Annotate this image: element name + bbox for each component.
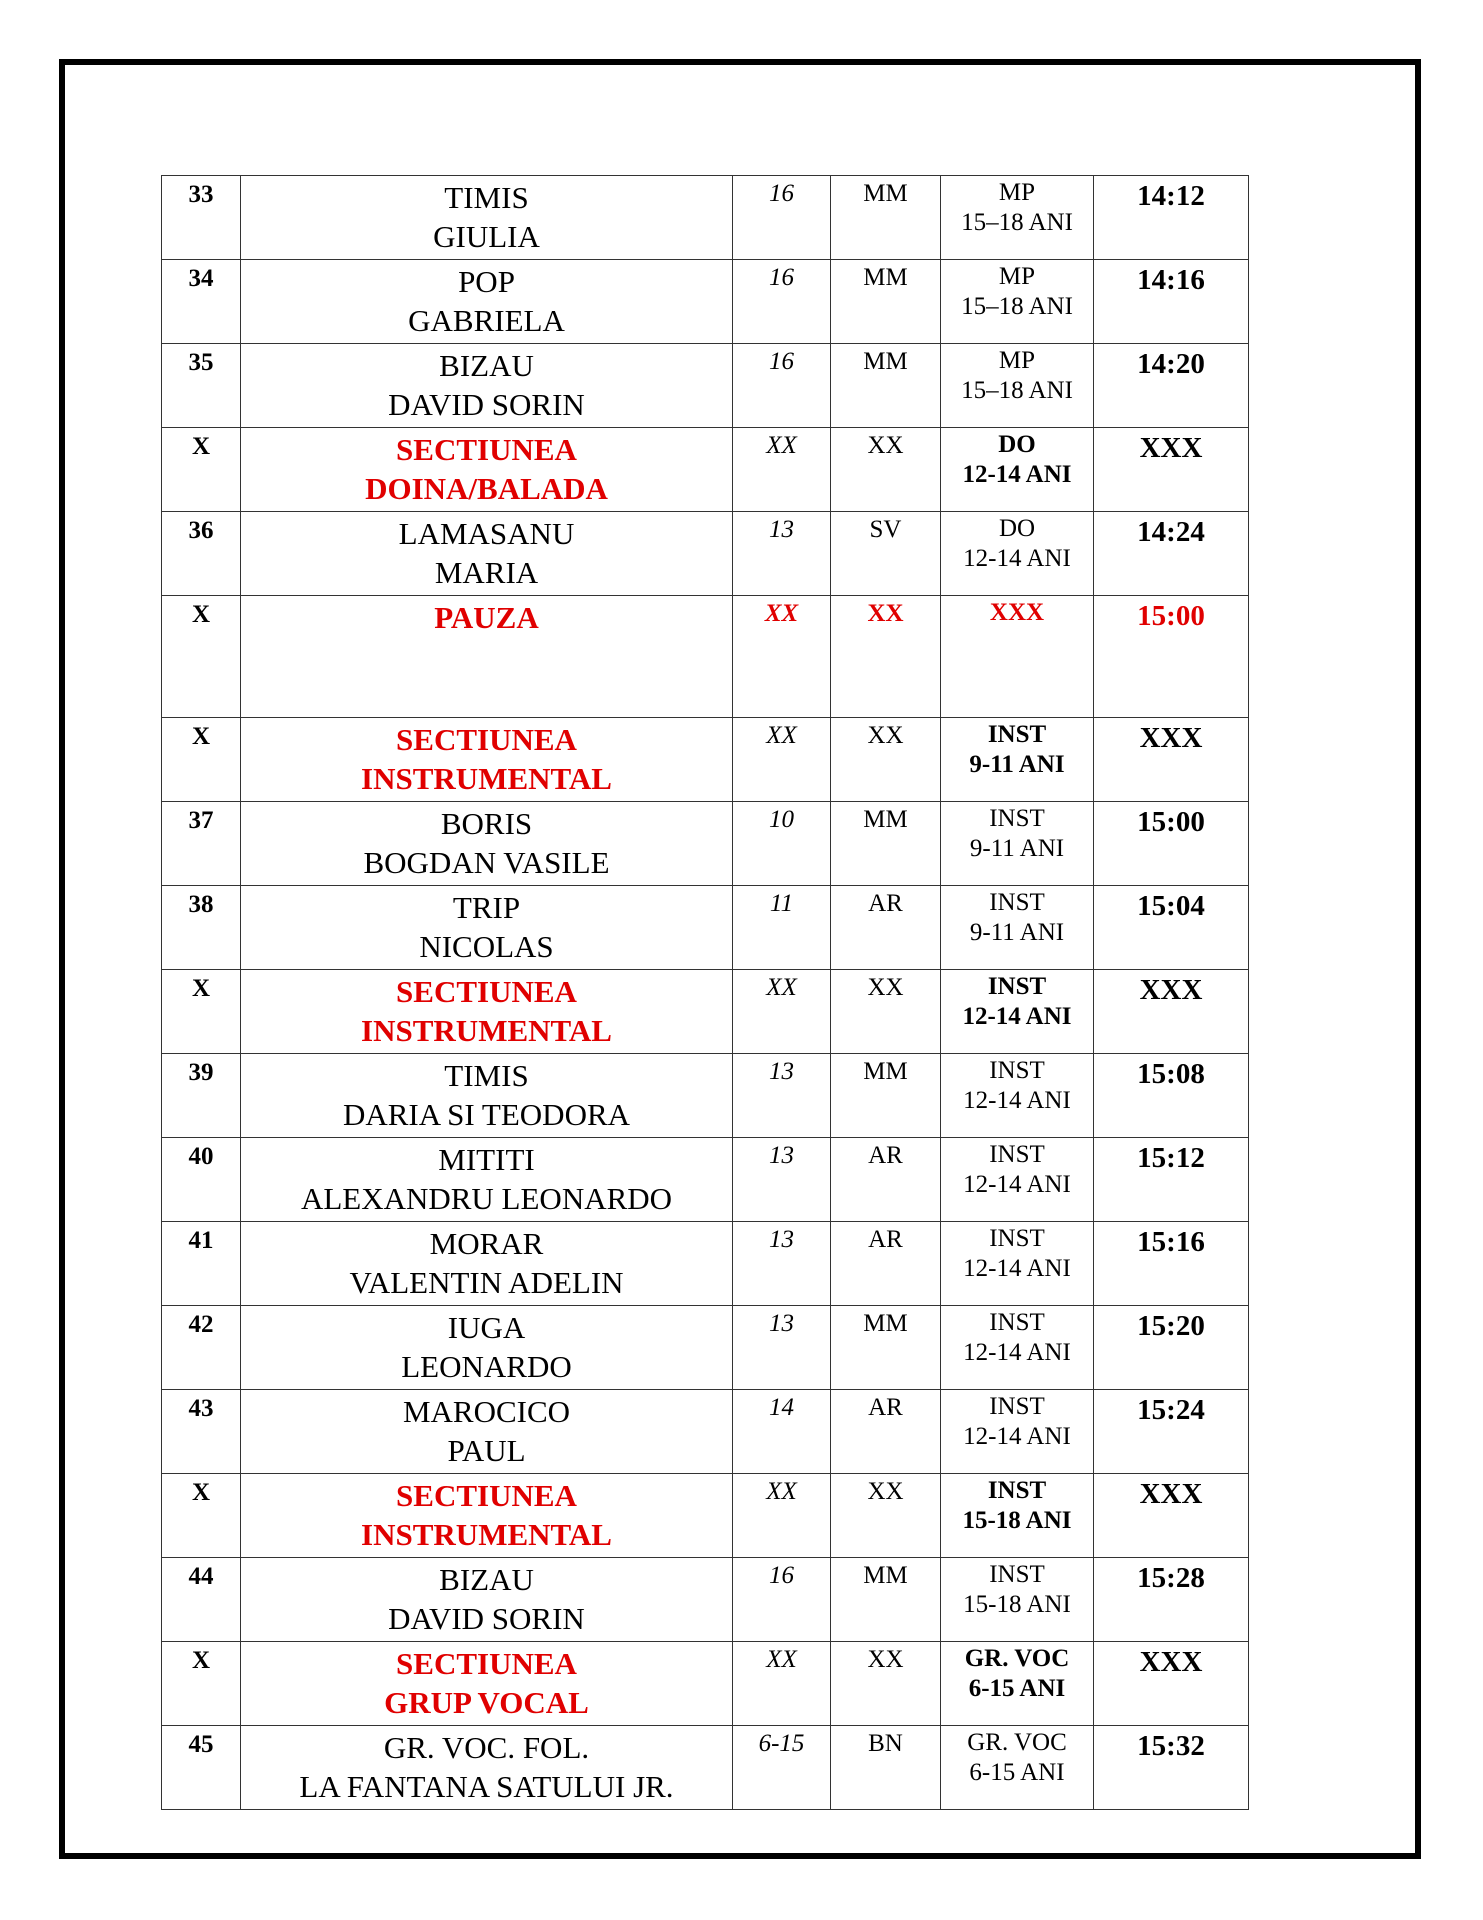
table-row xyxy=(162,260,1249,344)
participant-name xyxy=(241,1138,733,1222)
time-cell: 14:16 xyxy=(1094,260,1249,344)
category-cell xyxy=(941,886,1094,970)
section-title xyxy=(241,428,733,512)
entry-number: 36 xyxy=(162,512,241,596)
county-cell: XX xyxy=(831,970,941,1054)
county-cell: XX xyxy=(831,1474,941,1558)
age-cell: XX xyxy=(733,1642,831,1726)
table-row xyxy=(162,1222,1249,1306)
time-cell: 14:20 xyxy=(1094,344,1249,428)
section-header-row xyxy=(162,718,1249,802)
name-line-1: MAROCICO xyxy=(402,1394,571,1429)
category-line-2: 15-18 ANI xyxy=(962,1507,1072,1534)
category-cell xyxy=(941,718,1094,802)
name-line-2: LA FANTANA SATULUI JR. xyxy=(299,1769,674,1804)
pause-row xyxy=(162,596,1249,718)
age-cell: 13 xyxy=(733,1138,831,1222)
entry-number: 38 xyxy=(162,886,241,970)
category-cell xyxy=(941,1054,1094,1138)
age-cell: 13 xyxy=(733,1054,831,1138)
participant-name xyxy=(241,344,733,428)
category-line-2: 6-15 ANI xyxy=(968,1675,1066,1702)
entry-number: X xyxy=(162,718,241,802)
age-cell: 14 xyxy=(733,1390,831,1474)
time-cell: XXX xyxy=(1094,1474,1249,1558)
county-cell: MM xyxy=(831,1306,941,1390)
participant-name xyxy=(241,1558,733,1642)
entry-number: 39 xyxy=(162,1054,241,1138)
age-cell: 16 xyxy=(733,176,831,260)
time-cell: 15:32 xyxy=(1094,1726,1249,1810)
name-line-1: TIMIS xyxy=(444,180,529,215)
county-cell: AR xyxy=(831,886,941,970)
participant-name xyxy=(241,1054,733,1138)
time-cell: 15:24 xyxy=(1094,1390,1249,1474)
category-cell xyxy=(941,1222,1094,1306)
age-cell: 16 xyxy=(733,1558,831,1642)
county-cell: SV xyxy=(831,512,941,596)
category-line-1: INST xyxy=(989,1057,1045,1084)
category-cell xyxy=(941,260,1094,344)
name-line-1: SECTIUNEA xyxy=(396,974,577,1009)
name-line-2: DARIA SI TEODORA xyxy=(342,1097,631,1132)
entry-number: X xyxy=(162,428,241,512)
name-line-2: DOINA/BALADA xyxy=(365,471,608,506)
table-row xyxy=(162,802,1249,886)
category-line-2: 12-14 ANI xyxy=(963,1087,1071,1114)
category-line-1: INST xyxy=(987,973,1047,1000)
category-line-1: INST xyxy=(987,1477,1047,1504)
age-cell: XX xyxy=(733,970,831,1054)
time-cell: 15:20 xyxy=(1094,1306,1249,1390)
name-line-1: POP xyxy=(458,264,515,299)
category-cell xyxy=(941,512,1094,596)
county-cell: MM xyxy=(831,176,941,260)
category-cell xyxy=(941,428,1094,512)
entry-number: X xyxy=(162,1642,241,1726)
entry-number: 42 xyxy=(162,1306,241,1390)
county-cell: BN xyxy=(831,1726,941,1810)
table-row xyxy=(162,1558,1249,1642)
name-line-1: MITITI xyxy=(438,1142,535,1177)
name-line-2: NICOLAS xyxy=(419,929,554,964)
participant-name xyxy=(241,1726,733,1810)
time-cell: 15:00 xyxy=(1094,596,1249,718)
category-cell xyxy=(941,1390,1094,1474)
name-line-2: BOGDAN VASILE xyxy=(363,845,610,880)
category-line-2: 12-14 ANI xyxy=(963,1255,1071,1282)
category-line-1: INST xyxy=(987,721,1047,748)
name-line-1: BIZAU xyxy=(439,1562,534,1597)
name-line-2: PAUL xyxy=(447,1433,526,1468)
section-title xyxy=(241,596,733,718)
time-cell: XXX xyxy=(1094,718,1249,802)
name-line-1: SECTIUNEA xyxy=(396,722,577,757)
section-title xyxy=(241,1642,733,1726)
age-cell: XX xyxy=(733,596,831,718)
county-cell: AR xyxy=(831,1222,941,1306)
category-cell xyxy=(941,596,1094,718)
section-title xyxy=(241,970,733,1054)
name-line-1: BIZAU xyxy=(439,348,534,383)
time-cell: 14:12 xyxy=(1094,176,1249,260)
time-cell: XXX xyxy=(1094,428,1249,512)
name-line-2: DAVID SORIN xyxy=(388,1601,585,1636)
category-line-1: INST xyxy=(989,889,1045,916)
schedule-table xyxy=(161,175,1249,1810)
participant-name xyxy=(241,886,733,970)
county-cell: MM xyxy=(831,1558,941,1642)
time-cell: 15:12 xyxy=(1094,1138,1249,1222)
entry-number: 45 xyxy=(162,1726,241,1810)
name-line-2: ALEXANDRU LEONARDO xyxy=(300,1181,673,1216)
time-cell: 15:00 xyxy=(1094,802,1249,886)
table-row xyxy=(162,1390,1249,1474)
table-row xyxy=(162,1138,1249,1222)
category-line-2: 15-18 ANI xyxy=(963,1591,1071,1618)
table-row xyxy=(162,344,1249,428)
name-line-1: BORIS xyxy=(440,806,533,841)
entry-number: 35 xyxy=(162,344,241,428)
category-cell xyxy=(941,802,1094,886)
entry-number: 37 xyxy=(162,802,241,886)
age-cell: 13 xyxy=(733,1222,831,1306)
category-line-1: INST xyxy=(989,1561,1045,1588)
category-line-1: INST xyxy=(989,805,1045,832)
table-row xyxy=(162,1726,1249,1810)
entry-number: 33 xyxy=(162,176,241,260)
name-line-1: TRIP xyxy=(452,890,521,925)
category-cell xyxy=(941,1138,1094,1222)
section-header-row xyxy=(162,1474,1249,1558)
age-cell: 11 xyxy=(733,886,831,970)
table-row xyxy=(162,512,1249,596)
county-cell: XX xyxy=(831,1642,941,1726)
name-line-2: MARIA xyxy=(434,555,539,590)
name-line-1: SECTIUNEA xyxy=(396,1478,577,1513)
participant-name xyxy=(241,176,733,260)
category-line-1: INST xyxy=(989,1225,1045,1252)
category-line-1: GR. VOC xyxy=(967,1729,1067,1756)
county-cell: MM xyxy=(831,802,941,886)
time-cell: XXX xyxy=(1094,1642,1249,1726)
name-line-1: MORAR xyxy=(429,1226,544,1261)
name-line-2: GIULIA xyxy=(433,219,540,254)
section-title xyxy=(241,1474,733,1558)
county-cell: MM xyxy=(831,260,941,344)
county-cell: XX xyxy=(831,718,941,802)
category-line-1: XXX xyxy=(989,599,1045,626)
entry-number: 44 xyxy=(162,1558,241,1642)
table-row xyxy=(162,1306,1249,1390)
participant-name xyxy=(241,260,733,344)
time-cell: 15:28 xyxy=(1094,1558,1249,1642)
category-line-2: 9-11 ANI xyxy=(969,835,1065,862)
category-line-2: 12-14 ANI xyxy=(962,461,1072,488)
participant-name xyxy=(241,1222,733,1306)
name-line-2: DAVID SORIN xyxy=(388,387,585,422)
name-line-1: GR. VOC. FOL. xyxy=(383,1730,590,1765)
category-line-2: 15–18 ANI xyxy=(961,293,1073,320)
entry-number: 41 xyxy=(162,1222,241,1306)
name-line-2: INSTRUMENTAL xyxy=(361,761,612,796)
category-line-2: 15–18 ANI xyxy=(961,377,1073,404)
age-cell: 13 xyxy=(733,1306,831,1390)
name-line-1: IUGA xyxy=(447,1310,526,1345)
category-cell xyxy=(941,1558,1094,1642)
category-cell xyxy=(941,176,1094,260)
category-line-1: INST xyxy=(989,1309,1045,1336)
entry-number: X xyxy=(162,1474,241,1558)
category-line-1: DO xyxy=(998,431,1036,458)
category-cell xyxy=(941,1642,1094,1726)
section-title xyxy=(241,718,733,802)
category-cell xyxy=(941,970,1094,1054)
table-row xyxy=(162,176,1249,260)
entry-number: 40 xyxy=(162,1138,241,1222)
category-line-1: MP xyxy=(998,179,1036,206)
county-cell: MM xyxy=(831,1054,941,1138)
participant-name xyxy=(241,1390,733,1474)
category-line-2: 9-11 ANI xyxy=(969,919,1065,946)
entry-number: X xyxy=(162,970,241,1054)
participant-name xyxy=(241,512,733,596)
category-cell xyxy=(941,1726,1094,1810)
entry-number: X xyxy=(162,596,241,718)
name-line-1: LAMASANU xyxy=(398,516,575,551)
county-cell: XX xyxy=(831,428,941,512)
name-line-1: TIMIS xyxy=(444,1058,529,1093)
county-cell: MM xyxy=(831,344,941,428)
category-line-1: INST xyxy=(989,1393,1045,1420)
entry-number: 34 xyxy=(162,260,241,344)
name-line-1: SECTIUNEA xyxy=(396,1646,577,1681)
category-cell xyxy=(941,1306,1094,1390)
county-cell: XX xyxy=(831,596,941,718)
name-line-1: PAUZA xyxy=(434,600,539,635)
entry-number: 43 xyxy=(162,1390,241,1474)
name-line-2: INSTRUMENTAL xyxy=(361,1517,612,1552)
category-line-1: MP xyxy=(998,263,1036,290)
category-cell xyxy=(941,1474,1094,1558)
category-line-1: DO xyxy=(998,515,1036,542)
participant-name xyxy=(241,802,733,886)
category-line-2: 12-14 ANI xyxy=(962,1003,1072,1030)
category-line-2: 6-15 ANI xyxy=(969,1759,1065,1786)
category-line-2: 12-14 ANI xyxy=(963,1423,1071,1450)
age-cell: 13 xyxy=(733,512,831,596)
section-header-row xyxy=(162,970,1249,1054)
name-line-2: GABRIELA xyxy=(408,303,565,338)
time-cell: 14:24 xyxy=(1094,512,1249,596)
name-line-2: GRUP VOCAL xyxy=(384,1685,589,1720)
category-line-1: MP xyxy=(998,347,1036,374)
table-row xyxy=(162,886,1249,970)
section-header-row xyxy=(162,428,1249,512)
category-cell xyxy=(941,344,1094,428)
age-cell: 16 xyxy=(733,344,831,428)
age-cell: 10 xyxy=(733,802,831,886)
age-cell: XX xyxy=(733,1474,831,1558)
time-cell: 15:16 xyxy=(1094,1222,1249,1306)
name-line-1: SECTIUNEA xyxy=(396,432,577,467)
time-cell: XXX xyxy=(1094,970,1249,1054)
category-line-2: 12-14 ANI xyxy=(963,545,1071,572)
age-cell: XX xyxy=(733,718,831,802)
time-cell: 15:04 xyxy=(1094,886,1249,970)
category-line-2: 9-11 ANI xyxy=(969,751,1065,778)
category-line-1: GR. VOC xyxy=(964,1645,1070,1672)
section-header-row xyxy=(162,1642,1249,1726)
category-line-1: INST xyxy=(989,1141,1045,1168)
county-cell: AR xyxy=(831,1390,941,1474)
age-cell: 6-15 xyxy=(733,1726,831,1810)
category-line-2: 15–18 ANI xyxy=(961,209,1073,236)
participant-name xyxy=(241,1306,733,1390)
age-cell: XX xyxy=(733,428,831,512)
name-line-2: VALENTIN ADELIN xyxy=(349,1265,624,1300)
category-line-2: 12-14 ANI xyxy=(963,1171,1071,1198)
table-row xyxy=(162,1054,1249,1138)
name-line-2: LEONARDO xyxy=(401,1349,572,1384)
category-line-2: 12-14 ANI xyxy=(963,1339,1071,1366)
age-cell: 16 xyxy=(733,260,831,344)
name-line-2: INSTRUMENTAL xyxy=(361,1013,612,1048)
county-cell: AR xyxy=(831,1138,941,1222)
time-cell: 15:08 xyxy=(1094,1054,1249,1138)
